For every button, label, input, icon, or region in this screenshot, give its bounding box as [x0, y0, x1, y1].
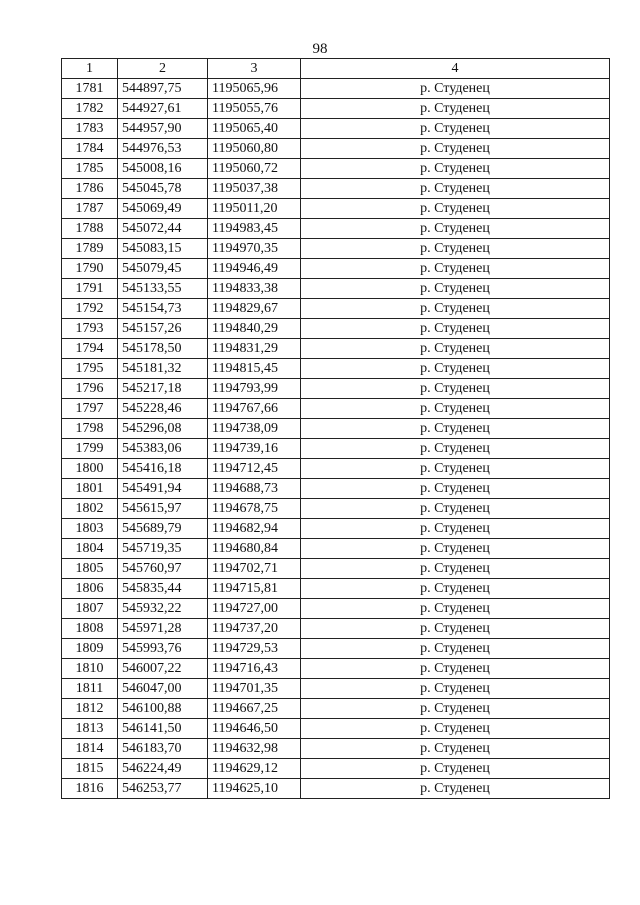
x-coordinate-cell: 545932,22	[118, 599, 208, 619]
table-row	[62, 299, 610, 319]
x-coordinate-cell: 546100,88	[118, 699, 208, 719]
point-number-cell: 1790	[62, 259, 118, 279]
x-coordinate-cell: 545083,15	[118, 239, 208, 259]
description-cell: р. Студенец	[301, 239, 610, 259]
table-row	[62, 99, 610, 119]
y-coordinate-cell: 1194701,35	[208, 679, 301, 699]
point-number-cell: 1789	[62, 239, 118, 259]
table-row	[62, 679, 610, 699]
x-coordinate-cell: 545615,97	[118, 499, 208, 519]
x-coordinate-cell: 545689,79	[118, 519, 208, 539]
table-row	[62, 199, 610, 219]
point-number-cell: 1815	[62, 759, 118, 779]
table-row	[62, 559, 610, 579]
x-coordinate-cell: 546253,77	[118, 779, 208, 799]
description-cell: р. Студенец	[301, 99, 610, 119]
description-cell: р. Студенец	[301, 159, 610, 179]
table-row	[62, 159, 610, 179]
y-coordinate-cell: 1194970,35	[208, 239, 301, 259]
description-cell: р. Студенец	[301, 499, 610, 519]
point-number-cell: 1804	[62, 539, 118, 559]
y-coordinate-cell: 1194767,66	[208, 399, 301, 419]
description-cell: р. Студенец	[301, 479, 610, 499]
table-row	[62, 719, 610, 739]
description-cell: р. Студенец	[301, 279, 610, 299]
point-number-cell: 1813	[62, 719, 118, 739]
description-cell: р. Студенец	[301, 219, 610, 239]
description-cell: р. Студенец	[301, 379, 610, 399]
page-number: 98	[312, 41, 328, 57]
point-number-cell: 1812	[62, 699, 118, 719]
column-header-x-coordinate: 2	[118, 59, 208, 79]
table-row	[62, 419, 610, 439]
table-row	[62, 519, 610, 539]
y-coordinate-cell: 1194729,53	[208, 639, 301, 659]
point-number-cell: 1796	[62, 379, 118, 399]
y-coordinate-cell: 1194667,25	[208, 699, 301, 719]
table-row	[62, 499, 610, 519]
table-row	[62, 439, 610, 459]
table-row	[62, 759, 610, 779]
x-coordinate-cell: 544897,75	[118, 79, 208, 99]
table-row	[62, 699, 610, 719]
description-cell: р. Студенец	[301, 779, 610, 799]
table-row	[62, 619, 610, 639]
x-coordinate-cell: 545228,46	[118, 399, 208, 419]
y-coordinate-cell: 1194646,50	[208, 719, 301, 739]
point-number-cell: 1809	[62, 639, 118, 659]
table-row	[62, 659, 610, 679]
coordinates-table	[61, 58, 610, 799]
y-coordinate-cell: 1194737,20	[208, 619, 301, 639]
y-coordinate-cell: 1194739,16	[208, 439, 301, 459]
y-coordinate-cell: 1194682,94	[208, 519, 301, 539]
point-number-cell: 1788	[62, 219, 118, 239]
point-number-cell: 1786	[62, 179, 118, 199]
table-row	[62, 279, 610, 299]
point-number-cell: 1808	[62, 619, 118, 639]
point-number-cell: 1791	[62, 279, 118, 299]
table-row	[62, 399, 610, 419]
point-number-cell: 1783	[62, 119, 118, 139]
point-number-cell: 1797	[62, 399, 118, 419]
y-coordinate-cell: 1195065,40	[208, 119, 301, 139]
point-number-cell: 1784	[62, 139, 118, 159]
description-cell: р. Студенец	[301, 739, 610, 759]
x-coordinate-cell: 545133,55	[118, 279, 208, 299]
point-number-cell: 1798	[62, 419, 118, 439]
description-cell: р. Студенец	[301, 759, 610, 779]
x-coordinate-cell: 545181,32	[118, 359, 208, 379]
x-coordinate-cell: 546141,50	[118, 719, 208, 739]
table-row	[62, 179, 610, 199]
description-cell: р. Студенец	[301, 419, 610, 439]
description-cell: р. Студенец	[301, 539, 610, 559]
point-number-cell: 1806	[62, 579, 118, 599]
y-coordinate-cell: 1194702,71	[208, 559, 301, 579]
description-cell: р. Студенец	[301, 599, 610, 619]
table-row	[62, 459, 610, 479]
point-number-cell: 1782	[62, 99, 118, 119]
description-cell: р. Студенец	[301, 259, 610, 279]
table-row	[62, 639, 610, 659]
point-number-cell: 1807	[62, 599, 118, 619]
y-coordinate-cell: 1194716,43	[208, 659, 301, 679]
table-row	[62, 479, 610, 499]
description-cell: р. Студенец	[301, 679, 610, 699]
y-coordinate-cell: 1194632,98	[208, 739, 301, 759]
y-coordinate-cell: 1195065,96	[208, 79, 301, 99]
x-coordinate-cell: 545079,45	[118, 259, 208, 279]
table-row	[62, 139, 610, 159]
y-coordinate-cell: 1194831,29	[208, 339, 301, 359]
description-cell: р. Студенец	[301, 399, 610, 419]
y-coordinate-cell: 1194727,00	[208, 599, 301, 619]
y-coordinate-cell: 1194629,12	[208, 759, 301, 779]
description-cell: р. Студенец	[301, 619, 610, 639]
x-coordinate-cell: 545491,94	[118, 479, 208, 499]
x-coordinate-cell: 545760,97	[118, 559, 208, 579]
description-cell: р. Студенец	[301, 179, 610, 199]
table-row	[62, 379, 610, 399]
x-coordinate-cell: 545072,44	[118, 219, 208, 239]
x-coordinate-cell: 546007,22	[118, 659, 208, 679]
column-header-description: 4	[301, 59, 610, 79]
description-cell: р. Студенец	[301, 579, 610, 599]
description-cell: р. Студенец	[301, 559, 610, 579]
table-row	[62, 739, 610, 759]
point-number-cell: 1795	[62, 359, 118, 379]
description-cell: р. Студенец	[301, 139, 610, 159]
y-coordinate-cell: 1195037,38	[208, 179, 301, 199]
table-row	[62, 539, 610, 559]
description-cell: р. Студенец	[301, 659, 610, 679]
y-coordinate-cell: 1194833,38	[208, 279, 301, 299]
x-coordinate-cell: 545069,49	[118, 199, 208, 219]
x-coordinate-cell: 545217,18	[118, 379, 208, 399]
table-row	[62, 239, 610, 259]
y-coordinate-cell: 1194688,73	[208, 479, 301, 499]
y-coordinate-cell: 1194793,99	[208, 379, 301, 399]
point-number-cell: 1801	[62, 479, 118, 499]
x-coordinate-cell: 545416,18	[118, 459, 208, 479]
table-row	[62, 339, 610, 359]
point-number-cell: 1785	[62, 159, 118, 179]
table-row	[62, 599, 610, 619]
x-coordinate-cell: 545157,26	[118, 319, 208, 339]
x-coordinate-cell: 546047,00	[118, 679, 208, 699]
point-number-cell: 1793	[62, 319, 118, 339]
point-number-cell: 1802	[62, 499, 118, 519]
x-coordinate-cell: 546183,70	[118, 739, 208, 759]
y-coordinate-cell: 1194625,10	[208, 779, 301, 799]
table-row	[62, 79, 610, 99]
x-coordinate-cell: 545154,73	[118, 299, 208, 319]
description-cell: р. Студенец	[301, 299, 610, 319]
point-number-cell: 1805	[62, 559, 118, 579]
point-number-cell: 1787	[62, 199, 118, 219]
table-row	[62, 359, 610, 379]
point-number-cell: 1792	[62, 299, 118, 319]
x-coordinate-cell: 545178,50	[118, 339, 208, 359]
x-coordinate-cell: 544957,90	[118, 119, 208, 139]
x-coordinate-cell: 545296,08	[118, 419, 208, 439]
point-number-cell: 1814	[62, 739, 118, 759]
y-coordinate-cell: 1194983,45	[208, 219, 301, 239]
description-cell: р. Студенец	[301, 699, 610, 719]
table-row	[62, 319, 610, 339]
x-coordinate-cell: 545719,35	[118, 539, 208, 559]
column-header-point-number: 1	[62, 59, 118, 79]
description-cell: р. Студенец	[301, 339, 610, 359]
table-header-row	[62, 59, 610, 79]
y-coordinate-cell: 1195060,80	[208, 139, 301, 159]
x-coordinate-cell: 545008,16	[118, 159, 208, 179]
table-body	[62, 79, 610, 799]
point-number-cell: 1781	[62, 79, 118, 99]
y-coordinate-cell: 1194815,45	[208, 359, 301, 379]
point-number-cell: 1811	[62, 679, 118, 699]
description-cell: р. Студенец	[301, 119, 610, 139]
y-coordinate-cell: 1194715,81	[208, 579, 301, 599]
point-number-cell: 1816	[62, 779, 118, 799]
table-row	[62, 219, 610, 239]
description-cell: р. Студенец	[301, 439, 610, 459]
table-row	[62, 119, 610, 139]
description-cell: р. Студенец	[301, 719, 610, 739]
description-cell: р. Студенец	[301, 459, 610, 479]
x-coordinate-cell: 545835,44	[118, 579, 208, 599]
y-coordinate-cell: 1194712,45	[208, 459, 301, 479]
y-coordinate-cell: 1194946,49	[208, 259, 301, 279]
column-header-y-coordinate: 3	[208, 59, 301, 79]
y-coordinate-cell: 1194680,84	[208, 539, 301, 559]
x-coordinate-cell: 545993,76	[118, 639, 208, 659]
description-cell: р. Студенец	[301, 199, 610, 219]
point-number-cell: 1800	[62, 459, 118, 479]
y-coordinate-cell: 1194840,29	[208, 319, 301, 339]
point-number-cell: 1803	[62, 519, 118, 539]
x-coordinate-cell: 545971,28	[118, 619, 208, 639]
y-coordinate-cell: 1195011,20	[208, 199, 301, 219]
y-coordinate-cell: 1195055,76	[208, 99, 301, 119]
x-coordinate-cell: 546224,49	[118, 759, 208, 779]
point-number-cell: 1799	[62, 439, 118, 459]
y-coordinate-cell: 1194829,67	[208, 299, 301, 319]
description-cell: р. Студенец	[301, 79, 610, 99]
table-row	[62, 579, 610, 599]
description-cell: р. Студенец	[301, 519, 610, 539]
table-row	[62, 259, 610, 279]
description-cell: р. Студенец	[301, 639, 610, 659]
point-number-cell: 1810	[62, 659, 118, 679]
x-coordinate-cell: 545045,78	[118, 179, 208, 199]
y-coordinate-cell: 1194678,75	[208, 499, 301, 519]
description-cell: р. Студенец	[301, 319, 610, 339]
x-coordinate-cell: 545383,06	[118, 439, 208, 459]
point-number-cell: 1794	[62, 339, 118, 359]
x-coordinate-cell: 544927,61	[118, 99, 208, 119]
x-coordinate-cell: 544976,53	[118, 139, 208, 159]
table-row	[62, 779, 610, 799]
description-cell: р. Студенец	[301, 359, 610, 379]
y-coordinate-cell: 1195060,72	[208, 159, 301, 179]
y-coordinate-cell: 1194738,09	[208, 419, 301, 439]
